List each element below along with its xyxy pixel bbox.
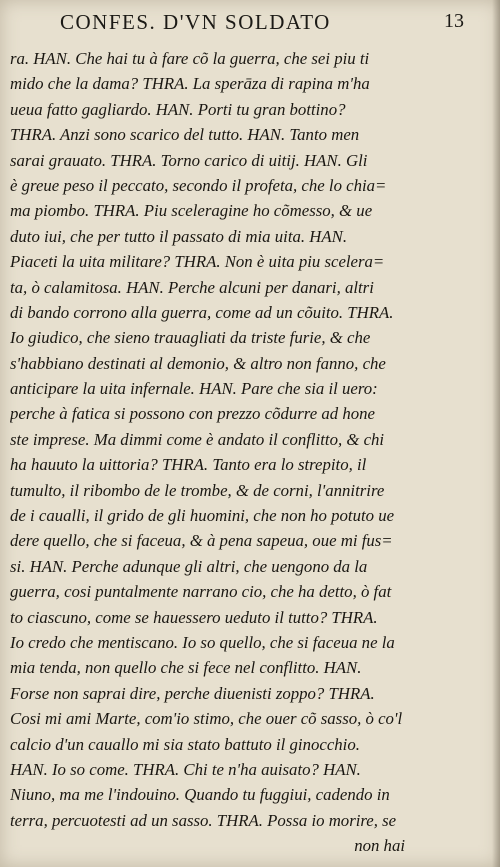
text-line: Piaceti la uita militare? THRA. Non è uita piu scelera=	[10, 252, 385, 272]
text-line: ste imprese. Ma dimmi come è andato il conflitto, & chi	[10, 429, 385, 449]
text-line: de i caualli, il grido de gli huomini, che non ho potuto ue	[10, 506, 395, 526]
text-line: Niuno, ma me l'indouino. Quando tu fuggiui, cadendo in	[10, 785, 390, 805]
text-line: THRA. Anzi sono scarico del tutto. HAN. Tanto men	[10, 125, 360, 145]
text-line: ra. HAN. Che hai tu à fare cõ la guerra, che sei piu ti	[10, 49, 370, 68]
page-header	[0, 10, 500, 40]
text-line: guerra, cosi puntalmente narrano cio, che ha detto, ò fat	[10, 582, 392, 602]
running-title: CONFES. D'VN SOLDATO	[60, 10, 331, 34]
text-line: s'habbiano destinati al demonio, & altro non fanno, che	[10, 353, 386, 373]
text-line: sarai grauato. THRA. Torno carico di uitij. HAN. Gli	[10, 150, 368, 170]
catchword-line: non hai	[354, 836, 405, 856]
text-line: terra, percuotesti ad un sasso. THRA. Possa io morire, se	[10, 810, 397, 830]
text-line: si. HAN. Perche adunque gli altri, che uengono da la	[10, 556, 368, 576]
text-line: ueua fatto gagliardo. HAN. Porti tu gran bottino?	[10, 99, 346, 119]
page-edge-shadow	[492, 0, 500, 867]
text-line: è greue peso il peccato, secondo il profeta, che lo chia=	[10, 175, 387, 195]
text-line: Io credo che mentiscano. Io so quello, che si faceua ne la	[10, 632, 395, 652]
text-line: duto iui, che per tutto il passato di mia uita. HAN.	[10, 226, 348, 246]
text-line: Forse non saprai dire, perche diuenisti zoppo? THRA.	[10, 683, 375, 703]
text-line: HAN. Io so come. THRA. Chi te n'ha auisato? HAN.	[10, 759, 361, 779]
text-line: tumulto, il ribombo de le trombe, & de corni, l'annitrire	[10, 480, 385, 500]
text-line: dere quello, che si faceua, & à pena sapeua, oue mi fus=	[10, 531, 393, 551]
text-line: mido che la dama? THRA. La sperāza di rapina m'ha	[10, 74, 370, 94]
text-line: calcio d'un cauallo mi sia stato battuto il ginocchio.	[10, 734, 360, 754]
text-line: ma piombo. THRA. Piu sceleragine ho cõmesso, & ue	[10, 201, 373, 221]
page-number: 13	[444, 10, 464, 32]
text-line: perche à fatica si possono con prezzo cõdurre ad hone	[10, 404, 375, 424]
text-line: ta, ò calamitosa. HAN. Perche alcuni per danari, altri	[10, 277, 374, 297]
text-line: Io giudico, che sieno trauagliati da triste furie, & che	[10, 328, 371, 348]
text-line: ha hauuto la uittoria? THRA. Tanto era lo strepito, il	[10, 455, 367, 475]
text-line: mia tenda, non quello che si fece nel conflitto. HAN.	[10, 658, 362, 678]
text-line: Cosi mi ami Marte, com'io stimo, che ouer cõ sasso, ò co'l	[10, 709, 403, 729]
text-block	[10, 46, 405, 859]
text-line: di bando corrono alla guerra, come ad un cõuito. THRA.	[10, 302, 394, 322]
text-line: anticipare la uita infernale. HAN. Pare che sia il uero:	[10, 379, 378, 399]
text-line: to ciascuno, come se hauessero ueduto il tutto? THRA.	[10, 607, 378, 627]
